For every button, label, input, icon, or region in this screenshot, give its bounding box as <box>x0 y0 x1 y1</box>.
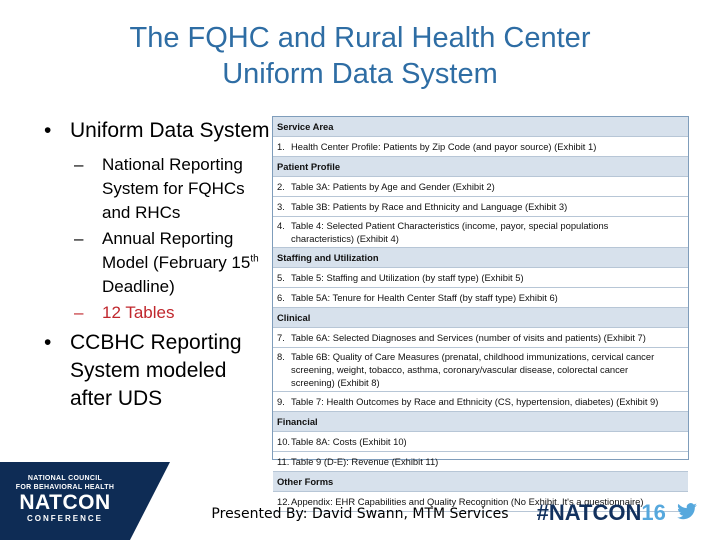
table-row-line <box>277 435 684 448</box>
event-hashtag <box>537 500 698 527</box>
table-row-text: Table 8A: Costs (Exhibit 10) <box>291 436 407 447</box>
section-header-text: Other Forms <box>277 476 334 487</box>
table-row-line <box>277 180 684 193</box>
table-row <box>273 432 688 452</box>
table-row <box>273 392 688 412</box>
table-row-line <box>277 219 684 232</box>
table-row <box>273 348 688 392</box>
logo-conference: CONFERENCE <box>26 514 103 523</box>
table-section-header <box>273 308 688 328</box>
table-row-text: Health Center Profile: Patients by Zip Code (and payor source) (Exhibit 1) <box>291 141 597 152</box>
logo-small-line-1: NATIONAL COUNCIL <box>27 475 103 482</box>
section-header-text: Financial <box>277 416 318 427</box>
bullet-uds-text: Uniform Data System <box>70 119 270 142</box>
table-row-number: 12. <box>277 496 291 507</box>
section-header-text: Staffing and Utilization <box>277 252 379 263</box>
table-row-line <box>277 120 684 133</box>
bullet-uds <box>28 117 273 145</box>
table-row-text: Appendix: EHR Capabilities and Quality Recognition (No Exhibit. It's a questionnaire) <box>291 496 644 507</box>
table-row-text: screening) (Exhibit 8) <box>291 377 380 388</box>
sub-bullet-dash: – <box>74 155 84 174</box>
table-row-number: 6. <box>277 292 285 303</box>
table-row-number: 7. <box>277 332 285 343</box>
table-section-header <box>273 157 688 177</box>
sub-bullet-dash: – <box>74 229 84 248</box>
sub-bullet-tables-text: 12 Tables <box>102 303 175 322</box>
table-row-text: Table 6A: Selected Diagnoses and Services (number of visits and patients) (Exhibit 7) <box>291 332 646 343</box>
sub-bullet-dash: – <box>74 303 84 322</box>
bullet-dot: • <box>44 119 52 142</box>
sub-bullet-national <box>72 153 273 225</box>
table-row-text: Table 4: Selected Patient Characteristics (income, payor, special populations <box>291 220 609 231</box>
table-row-text: Table 3B: Patients by Race and Ethnicity and Language (Exhibit 3) <box>291 201 568 212</box>
table-section-header <box>273 117 688 137</box>
table-row-line <box>277 160 684 173</box>
table-row <box>273 288 688 308</box>
hashtag-number: 16 <box>641 500 666 525</box>
logo-notch <box>130 462 170 540</box>
table-row-number: 2. <box>277 181 285 192</box>
table-row-line <box>277 415 684 428</box>
table-row-number: 5. <box>277 272 285 283</box>
table-row-line <box>277 291 684 304</box>
table-row-line <box>277 311 684 324</box>
table-row <box>273 137 688 157</box>
table-row <box>273 217 688 248</box>
table-row <box>273 268 688 288</box>
slide-title <box>40 20 680 92</box>
table-row-line <box>277 395 684 408</box>
table-row-number: 9. <box>277 396 285 407</box>
table-row <box>273 328 688 348</box>
bullet-dot: • <box>44 331 52 354</box>
table-row-text: Table 7: Health Outcomes by Race and Ethnicity (CS, hypertension, diabetes) (Exhibit 9) <box>291 396 659 407</box>
table-row-text: Table 5A: Tenure for Health Center Staff (by staff type) Exhibit 6) <box>291 292 558 303</box>
sub-bullet-annual <box>72 227 273 299</box>
table-row-line <box>277 350 684 363</box>
table-row-line <box>277 232 684 245</box>
table-row-number: 1. <box>277 141 285 152</box>
sub-bullet-tables <box>72 301 273 325</box>
table-row-number: 11. <box>277 456 290 467</box>
logo-natcon: NATCON <box>19 491 111 514</box>
table-row-text: Table 9 (D-E): Revenue (Exhibit 11) <box>291 456 439 467</box>
footer-bar <box>0 462 720 540</box>
presenter-credit: Presented By: David Swann, MTM Services <box>211 506 509 522</box>
table-row-text: screening, weight, tobacco, asthma, coronary/vascular disease, colorectal cancer <box>291 364 629 375</box>
sub-bullet-national-text: National Reporting System for FQHCs and RHCs <box>102 155 245 222</box>
table-row <box>273 177 688 197</box>
title-line-1: The FQHC and Rural Health Center <box>129 22 591 54</box>
table-section-header <box>273 412 688 432</box>
bullet-list <box>28 117 273 421</box>
table-row-number: 3. <box>277 201 285 212</box>
table-row-line <box>277 376 684 389</box>
sub-bullet-annual-tail: Deadline) <box>102 277 175 296</box>
sub-bullet-list <box>72 153 273 325</box>
table-section-header <box>273 248 688 268</box>
ordinal-superscript: th <box>250 253 259 265</box>
hashtag-main: #NATCON <box>536 500 642 525</box>
section-header-text: Clinical <box>277 312 311 323</box>
table-row-number: 8. <box>277 351 285 362</box>
bullet-ccbhc <box>28 329 273 413</box>
bullet-ccbhc-text: CCBHC Reporting System modeled after UDS <box>70 331 242 410</box>
uds-tables-list <box>272 116 689 507</box>
table-row-line <box>277 363 684 376</box>
table-row-text: Table 5: Staffing and Utilization (by staff type) (Exhibit 5) <box>291 272 524 283</box>
table-row-line <box>277 331 684 344</box>
table-row <box>273 197 688 217</box>
table-row-line <box>277 140 684 153</box>
twitter-bird-icon <box>676 501 698 527</box>
title-line-2: Uniform Data System <box>222 58 498 90</box>
table-row-line <box>277 271 684 284</box>
section-header-text: Service Area <box>277 121 334 132</box>
table-row-line <box>277 251 684 264</box>
natcon-logo <box>0 462 130 540</box>
table-row-number: 10. <box>277 436 291 447</box>
table-row-text: characteristics) (Exhibit 4) <box>291 233 399 244</box>
sub-bullet-annual-text: Annual Reporting Model (February 15 <box>102 229 251 272</box>
logo-small-line-2: FOR BEHAVIORAL HEALTH <box>15 484 115 491</box>
table-row-line <box>277 200 684 213</box>
section-header-text: Patient Profile <box>277 161 341 172</box>
table-row-number: 4. <box>277 220 285 231</box>
table-row-text: Table 3A: Patients by Age and Gender (Exhibit 2) <box>291 181 495 192</box>
table-row-text: Table 6B: Quality of Care Measures (prenatal, childhood immunizations, cervical cancer <box>291 351 655 362</box>
